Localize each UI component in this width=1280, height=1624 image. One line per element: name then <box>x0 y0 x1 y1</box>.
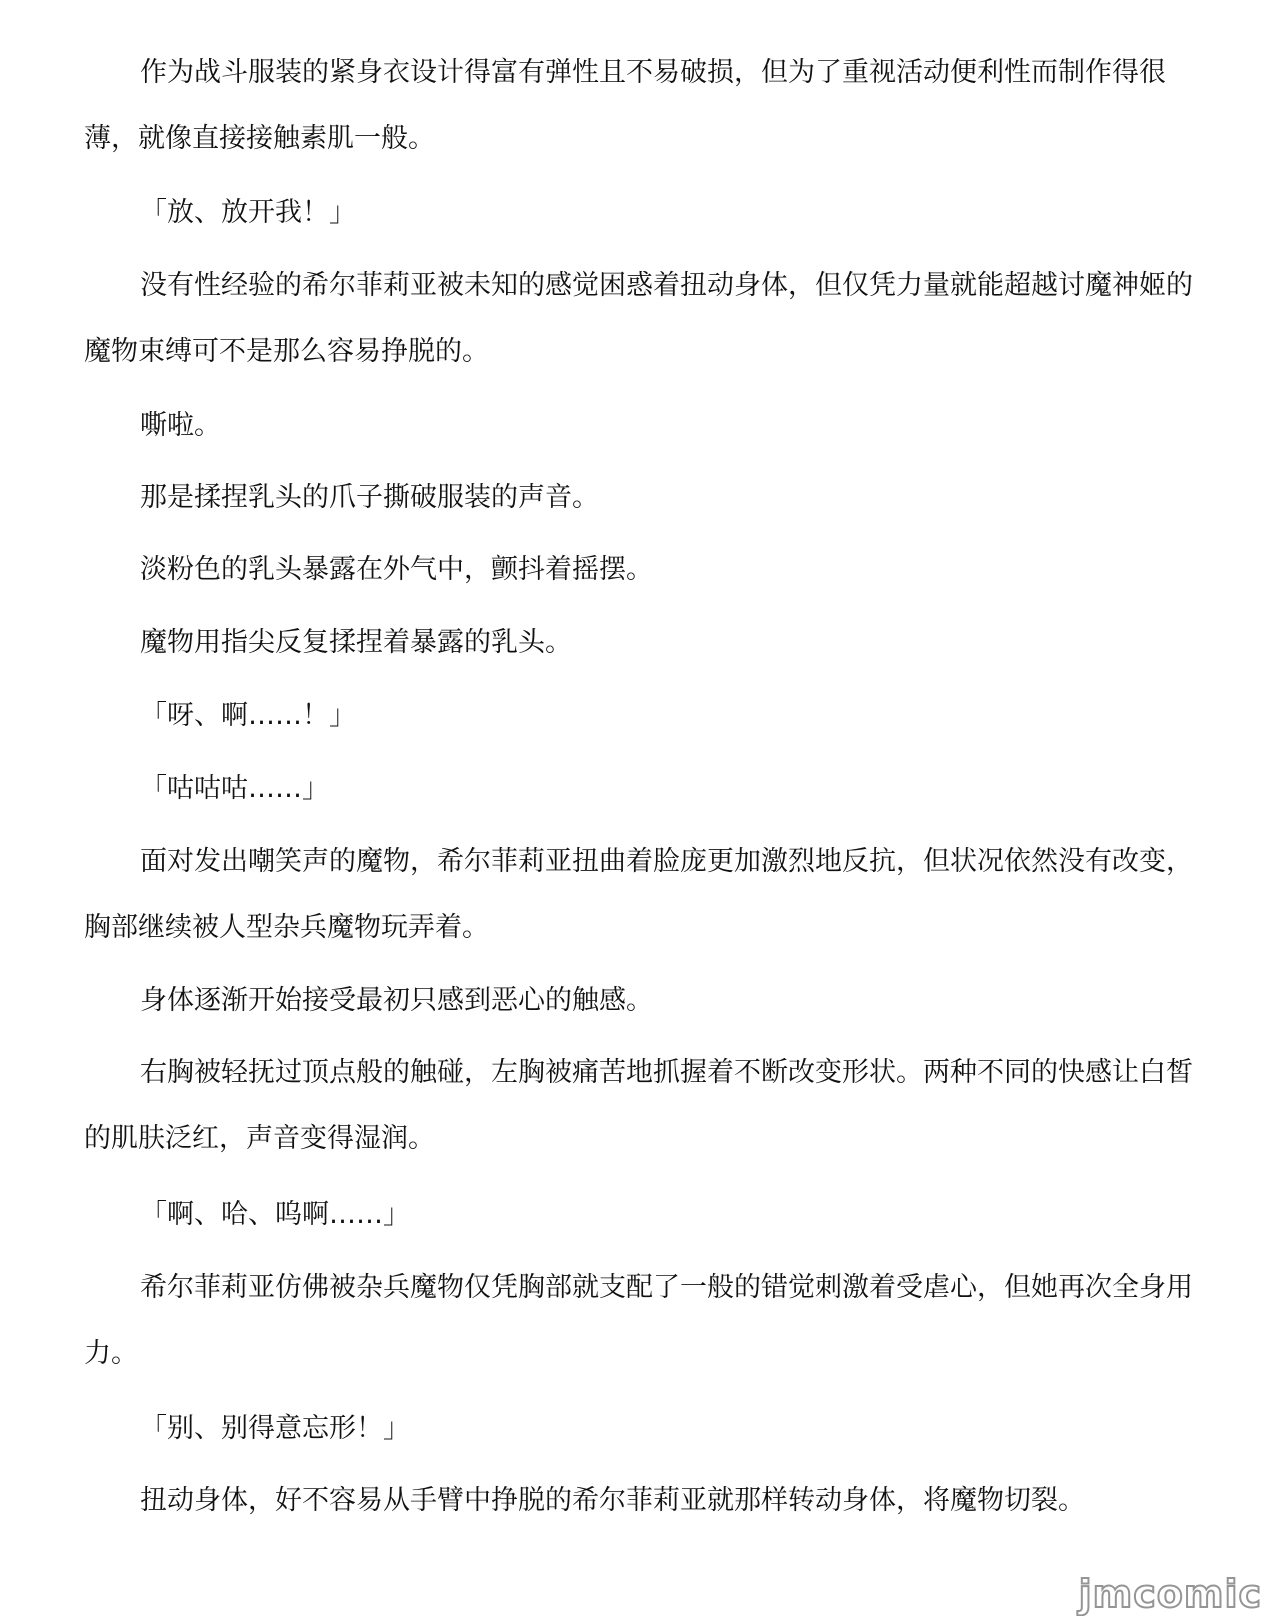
paragraph-5: 那是揉捏乳头的爪子撕破服装的声音。 <box>140 482 599 513</box>
paragraph-10: 面对发出嘲笑声的魔物，希尔菲莉亚扭曲着脸庞更加激烈地反抗，但状况依然没有改变，胸部继续被人型杂兵魔物玩弄着。 <box>84 846 1193 943</box>
paragraph-15: 「别、别得意忘形！」 <box>140 1413 410 1444</box>
paragraph-1: 作为战斗服装的紧身衣设计得富有弹性且不易破损，但为了重视活动便利性而制作得很薄，就像直接接触素肌一般。 <box>84 57 1166 154</box>
paragraph-14: 希尔菲莉亚仿佛被杂兵魔物仅凭胸部就支配了一般的错觉刺激着受虐心，但她再次全身用力。 <box>84 1272 1193 1369</box>
paragraph-4: 嘶啦。 <box>140 410 221 441</box>
paragraph-11: 身体逐渐开始接受最初只感到恶心的触感。 <box>140 985 653 1016</box>
watermark-logo: jmcomic <box>1078 1572 1262 1616</box>
paragraph-8: 「呀、啊……！」 <box>140 700 356 731</box>
paragraph-3: 没有性经验的希尔菲莉亚被未知的感觉困惑着扭动身体，但仅凭力量就能超越讨魔神姬的魔物束缚可不是那么容易挣脱的。 <box>84 270 1193 367</box>
paragraph-7: 魔物用指尖反复揉捏着暴露的乳头。 <box>140 627 572 658</box>
paragraph-12: 右胸被轻抚过顶点般的触碰，左胸被痛苦地抓握着不断改变形状。两种不同的快感让白皙的肌肤泛红，声音变得湿润。 <box>84 1057 1193 1154</box>
paragraph-16: 扭动身体，好不容易从手臂中挣脱的希尔菲莉亚就那样转动身体，将魔物切裂。 <box>140 1485 1085 1516</box>
paragraph-2: 「放、放开我！」 <box>140 197 356 228</box>
paragraph-6: 淡粉色的乳头暴露在外气中，颤抖着摇摆。 <box>140 554 653 585</box>
paragraph-9: 「咕咕咕……」 <box>140 773 329 804</box>
paragraph-13: 「啊、哈、呜啊……」 <box>140 1199 410 1230</box>
